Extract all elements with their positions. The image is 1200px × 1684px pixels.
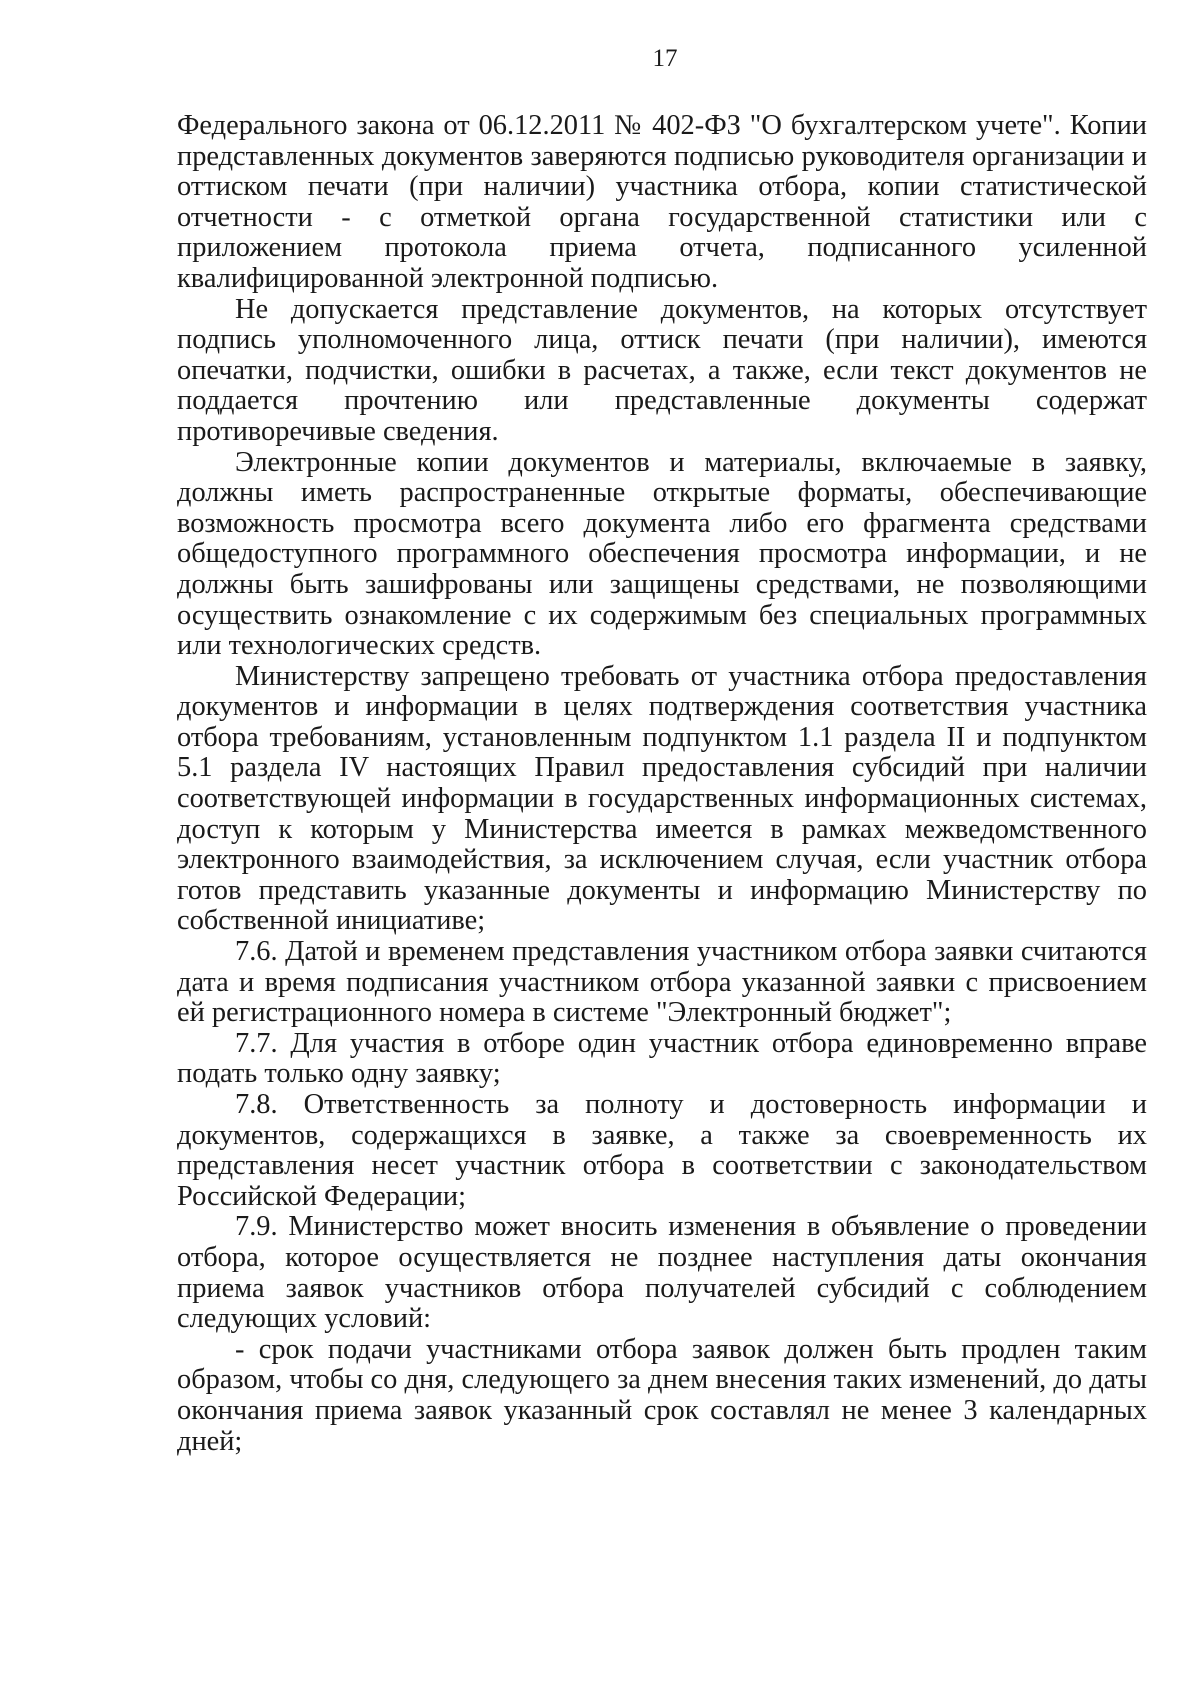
paragraph-continuation: Федерального закона от 06.12.2011 № 402-ФЗ "О бухгалтерском учете". Копии представленных документов заверяются подписью руководителя организации и оттиском печати (при наличии) участника отбора, копии статистической отчетности - с отметкой органа государственной статистики или с приложением протокола приема отчета, подписанного усиленной квалифицированной электронной подписью.	[177, 110, 1147, 294]
paragraph-electronic-copies: Электронные копии документов и материалы, включаемые в заявку, должны иметь распространенные открытые форматы, обеспечивающие возможность просмотра всего документа либо его фрагмента средствами общедоступного программного обеспечения просмотра информации, и не должны быть зашифрованы или защищены средствами, не позволяющими осуществить ознакомление с их содержимым без специальных программных или технологических средств.	[177, 446, 1147, 662]
paragraph-clause-7-6: 7.6. Датой и временем представления участником отбора заявки считаются дата и время подписания участником отбора указанной заявки с присвоением ей регистрационного номера в системе "Электронный бюджет";	[177, 936, 1147, 1029]
paragraph-clause-7-8: 7.8. Ответственность за полноту и достоверность информации и документов, содержащихся в заявке, а также за своевременность их представления несет участник отбора в соответствии с законодательством Российской Федерации;	[177, 1089, 1147, 1212]
page-number: 17	[652, 45, 678, 72]
paragraph-list-item: - срок подачи участниками отбора заявок должен быть продлен таким образом, чтобы со дня, следующего за днем внесения таких изменений, до даты окончания приема заявок указанный срок составлял не менее 3 календарных дней;	[177, 1333, 1147, 1457]
paragraph-signature-requirements: Не допускается представление документов, на которых отсутствует подпись уполномоченного лица, оттиск печати (при наличии), имеются опечатки, подчистки, ошибки в расчетах, а также, если текст документов не поддается прочтению или представленные документы содержат противоречивые сведения.	[177, 293, 1147, 447]
paragraph-clause-7-9: 7.9. Министерство может вносить изменения в объявление о проведении отбора, которое осуществляется не позднее наступления даты окончания приема заявок участников отбора получателей субсидий с соблюдением следующих условий:	[177, 1211, 1147, 1335]
paragraph-ministry-restrictions: Министерству запрещено требовать от участника отбора предоставления документов и информации в целях подтверждения соответствия участника отбора требованиям, установленным подпунктом 1.1 раздела II и подпунктом 5.1 раздела IV настоящих Правил предоставления субсидий при наличии соответствующей информации в государственных информационных системах, доступ к которым у Министерства имеется в рамках межведомственного электронного взаимодействия, за исключением случая, если участник отбора готов представить указанные документы и информацию Министерству по собственной инициативе;	[177, 660, 1147, 937]
document-body	[177, 111, 1147, 1457]
paragraph-clause-7-7: 7.7. Для участия в отборе один участник отбора единовременно вправе подать только одну заявку;	[177, 1027, 1147, 1090]
